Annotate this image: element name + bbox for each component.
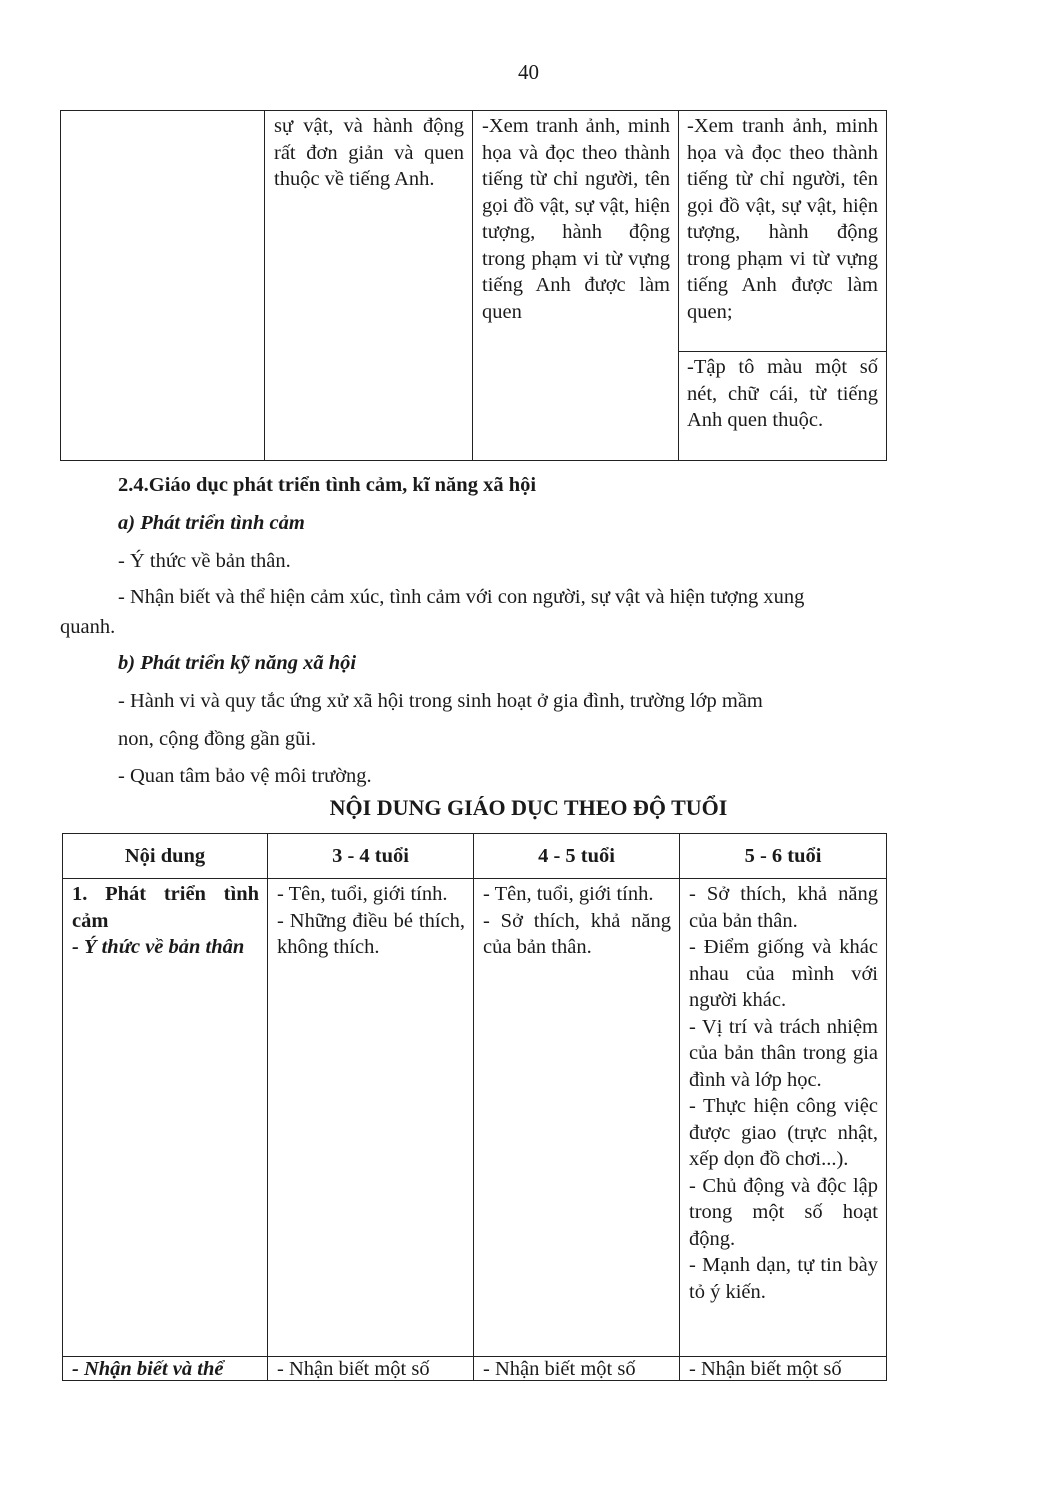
row1-age56-item: - Sở thích, khả năng của bản thân. xyxy=(689,883,878,932)
row1-content-sub: - Ý thức về bản thân xyxy=(72,936,245,958)
table1-col4-bottom: -Tập tô màu một số nét, chữ cái, từ tiếng Anh quen thuộc. xyxy=(687,356,878,431)
subsection-a-title: a) Phát triển tình cảm xyxy=(118,512,305,534)
b-item-1-line-2: non, cộng đồng gần gũi. xyxy=(118,728,317,750)
row1-age45-cell xyxy=(474,879,680,1357)
a-item-2-line-2: quanh. xyxy=(60,616,116,638)
header-content: Nội dung xyxy=(63,834,268,879)
a-item-2-line-1: - Nhận biết và thể hiện cảm xúc, tình cảm với con người, sự vật và hiện tượng xung xyxy=(118,586,805,608)
row1-age34-item: - Tên, tuổi, giới tính. xyxy=(277,883,448,905)
table1-col2-cell: sự vật, và hành động rất đơn giản và quen thuộc về tiếng Anh. xyxy=(265,111,473,461)
row2-age45-cell: - Nhận biết một số xyxy=(474,1357,680,1381)
row1-age45-item: - Tên, tuổi, giới tính. xyxy=(483,883,654,905)
row2-age34-cell: - Nhận biết một số xyxy=(268,1357,474,1381)
row1-age56-item: - Thực hiện công việc được giao (trực nhật, xếp dọn đồ chơi...). xyxy=(689,1095,878,1170)
b-item-2: - Quan tâm bảo vệ môi trường. xyxy=(118,765,372,787)
row1-age56-item: - Mạnh dạn, tự tin bày tỏ ý kiến. xyxy=(689,1254,878,1303)
row1-age56-item: - Điểm giống và khác nhau của mình với người khác. xyxy=(689,936,878,1011)
row2-content-cell: - Nhận biết và thể xyxy=(63,1357,268,1381)
row2-age56-cell: - Nhận biết một số xyxy=(680,1357,887,1381)
row1-content-cell xyxy=(63,879,268,1357)
header-age-4-5: 4 - 5 tuổi xyxy=(474,834,680,879)
table1-col3-cell: -Xem tranh ảnh, minh họa và đọc theo thành tiếng từ chỉ người, tên gọi đồ vật, sự vật, hiện tượng, hành động trong phạm vi từ vựng tiếng Anh được làm quen xyxy=(473,111,679,461)
table1-col4-top: -Xem tranh ảnh, minh họa và đọc theo thành tiếng từ chỉ người, tên gọi đồ vật, sự vật, hiện tượng, hành động trong phạm vi từ vựng tiếng Anh được làm quen; xyxy=(679,111,886,352)
row1-age56-cell xyxy=(680,879,887,1357)
header-age-3-4: 3 - 4 tuổi xyxy=(268,834,474,879)
row1-age56-item: - Vị trí và trách nhiệm của bản thân trong gia đình và lớp học. xyxy=(689,1015,878,1091)
row1-age34-cell xyxy=(268,879,474,1357)
row1-age34-item: - Những điều bé thích, không thích. xyxy=(277,909,465,958)
subsection-b-title: b) Phát triển kỹ năng xã hội xyxy=(118,652,357,674)
age-content-table xyxy=(62,833,887,1381)
page-number: 40 xyxy=(518,60,539,84)
table1-col4-cell xyxy=(679,111,887,461)
header-age-5-6: 5 - 6 tuổi xyxy=(680,834,887,879)
table1-col1-cell xyxy=(61,111,265,461)
b-item-1-line-1: - Hành vi và quy tắc ứng xử xã hội trong sinh hoạt ở gia đình, trường lớp mầm xyxy=(118,690,763,712)
section-title: 2.4.Giáo dục phát triển tình cảm, kĩ năng xã hội xyxy=(118,474,537,496)
row1-content-title: 1. Phát triển tình cảm xyxy=(72,883,259,932)
curriculum-table-continued xyxy=(60,110,887,461)
row1-age45-item: - Sở thích, khả năng của bản thân. xyxy=(483,909,671,958)
a-item-1: - Ý thức về bản thân. xyxy=(118,550,291,572)
row1-age56-item: - Chủ động và độc lập trong một số hoạt động. xyxy=(689,1174,878,1250)
table2-heading: NỘI DUNG GIÁO DỤC THEO ĐỘ TUỔI xyxy=(329,795,728,820)
